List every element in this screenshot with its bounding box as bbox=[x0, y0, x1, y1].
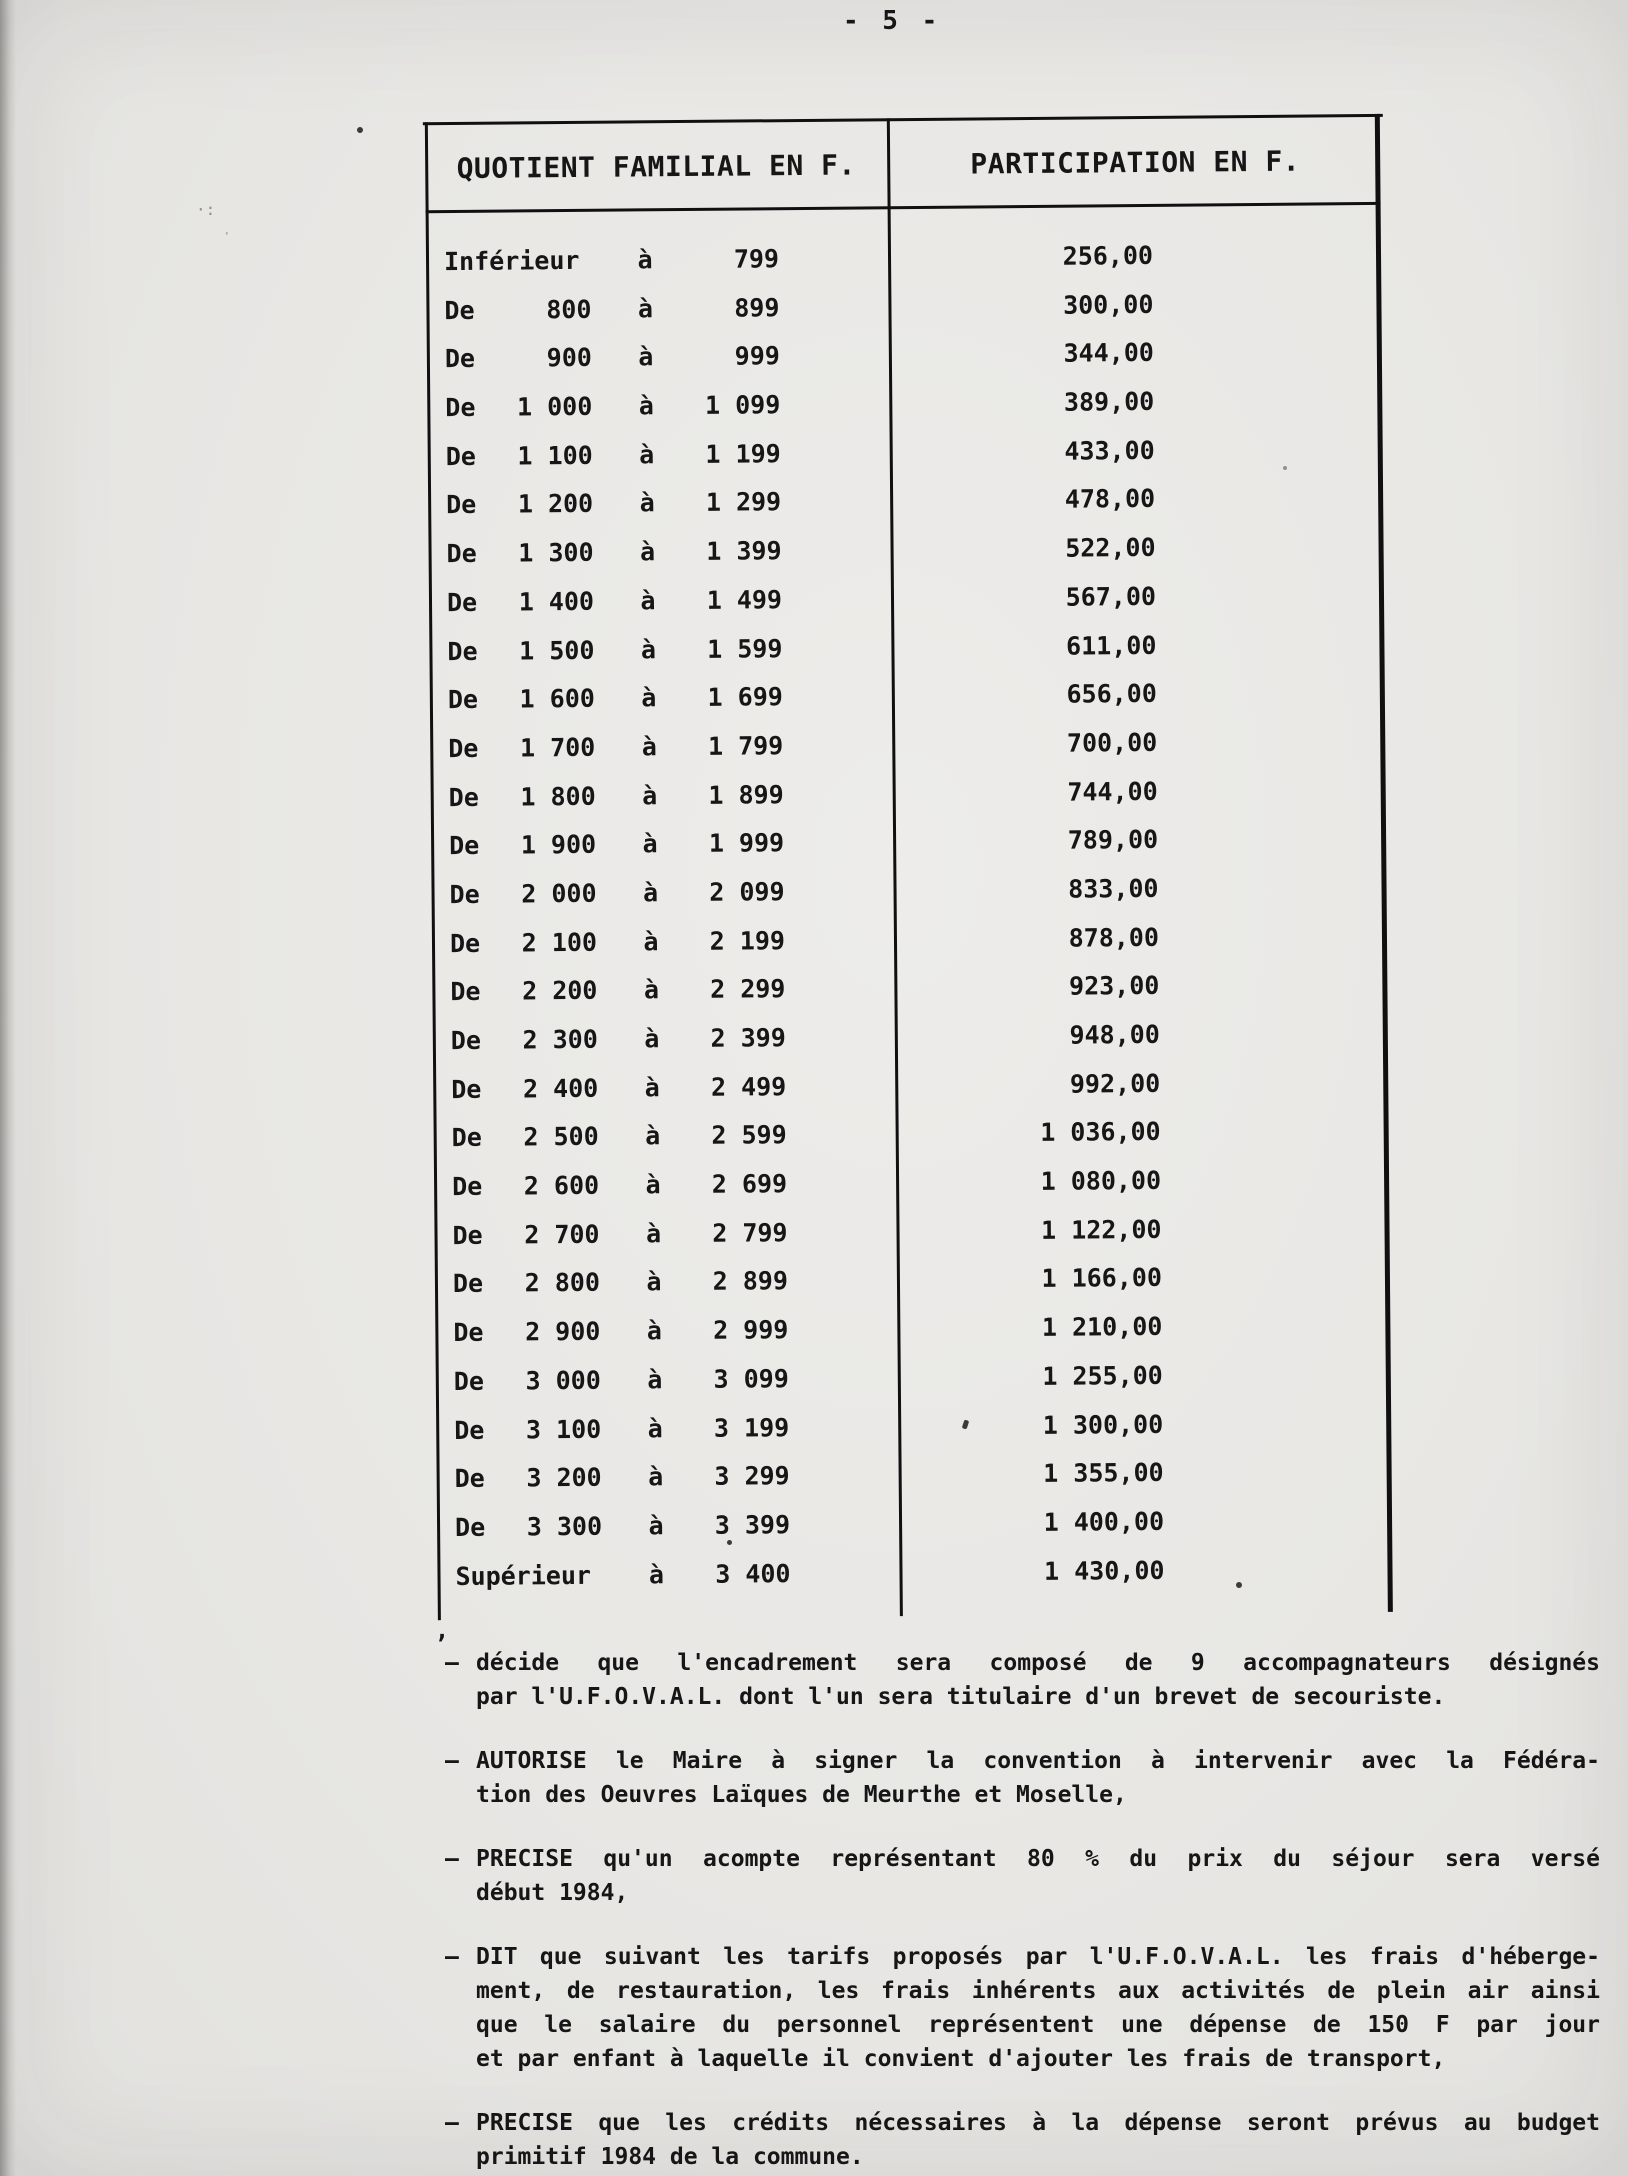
qf-upper-bound: 1 499 bbox=[706, 584, 783, 615]
qf-lower-bound: 2 800 bbox=[524, 1268, 601, 1298]
table-row bbox=[431, 863, 1386, 920]
qf-conjunction: à bbox=[642, 780, 658, 810]
participation-value: 1 355,00 bbox=[1043, 1458, 1164, 1489]
participation-value: 656,00 bbox=[1066, 679, 1157, 709]
para-lines bbox=[476, 1744, 1600, 1812]
qf-label: De bbox=[444, 344, 476, 374]
qf-upper-bound: 1 599 bbox=[707, 633, 783, 664]
table-row bbox=[428, 473, 1383, 530]
qf-label: De bbox=[449, 879, 480, 910]
qf-label: De bbox=[452, 1220, 483, 1250]
para-line: par l'U.F.O.V.A.L. dont l'un sera titulaire d'un brevet de secouriste. bbox=[476, 1684, 1446, 1710]
qf-label: De bbox=[453, 1366, 485, 1396]
participation-value: 1 080,00 bbox=[1040, 1165, 1162, 1196]
table-row bbox=[426, 279, 1381, 336]
bullet-dash: – bbox=[445, 1944, 459, 1970]
participation-value: 611,00 bbox=[1065, 630, 1157, 661]
table-row bbox=[434, 1155, 1389, 1212]
scan-smudge: · bbox=[222, 224, 232, 243]
qf-conjunction: à bbox=[638, 342, 654, 372]
qf-conjunction: à bbox=[641, 732, 657, 762]
participation-value: 389,00 bbox=[1063, 386, 1155, 417]
qf-upper-bound: 3 199 bbox=[713, 1412, 790, 1443]
qf-conjunction: à bbox=[638, 391, 654, 421]
qf-upper-bound: 2 599 bbox=[711, 1120, 787, 1151]
para-line: DIT que suivant les tarifs proposés par l'U.F.O.V.A.L. les frais d'héberge- bbox=[476, 1944, 1600, 1970]
qf-conjunction: à bbox=[637, 293, 654, 324]
qf-upper-bound: 3 299 bbox=[714, 1461, 790, 1491]
decision-paragraph bbox=[445, 1842, 1600, 1910]
para-lines bbox=[476, 2106, 1600, 2174]
participation-value: 1 210,00 bbox=[1041, 1311, 1163, 1343]
qf-upper-bound: 1 199 bbox=[705, 438, 781, 469]
qf-label: De bbox=[446, 490, 477, 520]
participation-value: 923,00 bbox=[1068, 971, 1160, 1001]
qf-lower-bound: 2 000 bbox=[521, 878, 597, 909]
para-line: et par enfant à laquelle il convient d'ajouter les frais de transport, bbox=[476, 2046, 1446, 2072]
qf-conjunction: à bbox=[643, 975, 660, 1005]
qf-upper-bound: 2 099 bbox=[709, 877, 785, 907]
qf-conjunction: à bbox=[639, 537, 656, 567]
para-line: tion des Oeuvres Laïques de Meurthe et Moselle, bbox=[476, 1782, 1127, 1808]
table-row bbox=[436, 1350, 1391, 1407]
qf-upper-bound: 1 299 bbox=[705, 487, 782, 518]
qf-conjunction: à bbox=[640, 586, 656, 616]
para-line: PRECISE qu'un acompte représentant 80 % du prix du séjour sera versé bbox=[476, 1846, 1600, 1872]
page-number: - 5 - bbox=[843, 6, 942, 36]
qf-label: De bbox=[447, 636, 478, 666]
qf-upper-bound: 2 699 bbox=[711, 1169, 788, 1199]
participation-value: 744,00 bbox=[1067, 776, 1158, 807]
qf-label: De bbox=[451, 1123, 482, 1153]
participation-value: 1 300,00 bbox=[1042, 1409, 1164, 1440]
table-row bbox=[431, 765, 1386, 822]
qf-lower-bound: 2 400 bbox=[522, 1073, 599, 1104]
decision-paragraph bbox=[445, 1940, 1600, 2076]
qf-upper-bound: 799 bbox=[733, 244, 780, 274]
table-row bbox=[436, 1447, 1391, 1504]
qf-lower-bound: 1 600 bbox=[519, 683, 595, 714]
scan-smudge: ·: bbox=[196, 200, 216, 219]
table-row bbox=[435, 1252, 1390, 1309]
participation-value: 344,00 bbox=[1063, 338, 1154, 369]
qf-lower-bound: 2 300 bbox=[522, 1024, 598, 1055]
table-row bbox=[433, 1106, 1388, 1163]
table-row bbox=[432, 912, 1387, 969]
qf-upper-bound: 1 899 bbox=[708, 779, 784, 810]
para-line: PRECISE que les crédits nécessaires à la dépense seront prévus au budget bbox=[476, 2110, 1600, 2136]
participation-value: 700,00 bbox=[1066, 727, 1158, 758]
qf-conjunction: à bbox=[644, 1072, 660, 1103]
para-line: décide que l'encadrement sera composé de 9 accompagnateurs désignés bbox=[476, 1650, 1600, 1676]
qf-label: De bbox=[451, 1171, 483, 1202]
scan-speck bbox=[1283, 466, 1287, 470]
participation-value: 948,00 bbox=[1069, 1019, 1160, 1050]
qf-conjunction: à bbox=[642, 878, 659, 908]
qf-label: De bbox=[448, 733, 479, 763]
scan-stray-apostrophe: ʼ bbox=[434, 1630, 449, 1658]
qf-upper-bound: 899 bbox=[734, 292, 780, 323]
qf-upper-bound: 2 899 bbox=[712, 1266, 789, 1297]
para-lines bbox=[476, 1940, 1600, 2076]
table-row bbox=[430, 717, 1385, 774]
para-line: AUTORISE le Maire à signer la convention à intervenir avec la Fédéra- bbox=[476, 1748, 1600, 1774]
para-line: que le salaire du personnel représentent une dépense de 150 F par jour bbox=[476, 2012, 1600, 2038]
table-row bbox=[428, 522, 1383, 579]
qf-conjunction: à bbox=[645, 1121, 661, 1151]
qf-upper-bound: 2 499 bbox=[710, 1071, 787, 1102]
table-row bbox=[434, 1204, 1389, 1261]
qf-upper-bound: 3 099 bbox=[713, 1363, 789, 1394]
qf-label: De bbox=[449, 831, 480, 861]
qf-conjunction: à bbox=[647, 1413, 663, 1443]
qf-lower-bound: 3 100 bbox=[525, 1414, 602, 1444]
bullet-dash: – bbox=[445, 1748, 459, 1774]
participation-value: 300,00 bbox=[1063, 289, 1154, 320]
qf-label: De bbox=[450, 1025, 482, 1056]
qf-upper-bound: 999 bbox=[734, 341, 781, 371]
participation-value: 992,00 bbox=[1069, 1068, 1161, 1099]
qf-lower-bound: 800 bbox=[546, 294, 592, 324]
table-row bbox=[433, 1058, 1388, 1115]
qf-lower-bound: 2 700 bbox=[524, 1219, 600, 1250]
qf-conjunction: à bbox=[644, 1024, 660, 1054]
table-row bbox=[427, 327, 1382, 384]
qf-conjunction: à bbox=[639, 488, 655, 518]
qf-lower-bound: 2 500 bbox=[523, 1122, 599, 1152]
header-quotient-familial: QUOTIENT FAMILIAL EN F. bbox=[456, 148, 856, 185]
qf-conjunction: à bbox=[646, 1267, 662, 1297]
participation-value: 1 036,00 bbox=[1040, 1117, 1161, 1148]
qf-lower-bound: 1 100 bbox=[517, 440, 593, 471]
qf-upper-bound: 1 799 bbox=[707, 731, 784, 761]
qf-conjunction: à bbox=[646, 1316, 663, 1346]
qf-label: De bbox=[446, 538, 477, 569]
scan-speck bbox=[357, 127, 363, 133]
qf-lower-bound: 3 200 bbox=[526, 1462, 602, 1493]
qf-conjunction: à bbox=[648, 1559, 665, 1589]
qf-label: De bbox=[444, 295, 475, 325]
qf-label: De bbox=[447, 685, 479, 715]
table-row bbox=[427, 376, 1382, 433]
qf-conjunction: à bbox=[647, 1365, 663, 1395]
qf-label: De bbox=[454, 1512, 486, 1542]
qf-conjunction: à bbox=[642, 829, 658, 859]
qf-lower-bound: 3 300 bbox=[526, 1511, 603, 1542]
table-rows bbox=[426, 230, 1393, 1602]
para-line: début 1984, bbox=[476, 1880, 629, 1906]
qf-label: De bbox=[448, 782, 479, 812]
qf-label: Supérieur bbox=[455, 1560, 592, 1591]
qf-upper-bound: 1 399 bbox=[706, 536, 782, 566]
table-row bbox=[435, 1301, 1390, 1358]
qf-upper-bound: 2 399 bbox=[710, 1023, 786, 1053]
qf-upper-bound: 1 699 bbox=[707, 682, 783, 713]
qf-lower-bound: 1 200 bbox=[517, 489, 594, 519]
qf-upper-bound: 2 999 bbox=[712, 1315, 789, 1345]
participation-value: 1 166,00 bbox=[1041, 1263, 1163, 1294]
qf-label: De bbox=[454, 1463, 485, 1494]
qf-label: De bbox=[451, 1074, 482, 1104]
qf-upper-bound: 3 399 bbox=[714, 1510, 791, 1540]
tariff-table bbox=[425, 114, 1393, 1620]
participation-value: 256,00 bbox=[1062, 240, 1154, 271]
decision-paragraph bbox=[445, 2106, 1600, 2174]
qf-lower-bound: 2 100 bbox=[521, 927, 598, 958]
qf-lower-bound: 1 400 bbox=[518, 586, 595, 617]
qf-label: De bbox=[454, 1415, 485, 1445]
para-lines bbox=[476, 1646, 1600, 1714]
qf-lower-bound: 1 300 bbox=[518, 537, 594, 568]
qf-lower-bound: 1 700 bbox=[519, 732, 596, 763]
qf-label: De bbox=[445, 392, 476, 423]
table-row bbox=[437, 1544, 1392, 1601]
qf-lower-bound: 1 000 bbox=[516, 391, 593, 422]
table-row bbox=[437, 1496, 1392, 1553]
qf-upper-bound: 3 400 bbox=[715, 1558, 791, 1589]
scan-speck bbox=[1236, 1582, 1242, 1588]
participation-value: 433,00 bbox=[1064, 435, 1155, 466]
qf-lower-bound: 3 000 bbox=[525, 1365, 601, 1396]
table-row bbox=[430, 668, 1385, 725]
participation-value: 478,00 bbox=[1064, 484, 1156, 515]
participation-value: 789,00 bbox=[1067, 825, 1159, 855]
table-row bbox=[433, 1009, 1388, 1066]
qf-lower-bound: 1 900 bbox=[520, 830, 597, 860]
qf-conjunction: à bbox=[639, 440, 655, 470]
participation-value: 1 400,00 bbox=[1043, 1506, 1165, 1537]
header-participation: PARTICIPATION EN F. bbox=[970, 144, 1301, 181]
decisions-list bbox=[445, 1646, 1600, 2174]
participation-value: 567,00 bbox=[1065, 581, 1157, 612]
table-row bbox=[429, 571, 1384, 628]
qf-conjunction: à bbox=[645, 1170, 661, 1200]
qf-upper-bound: 2 799 bbox=[712, 1217, 788, 1248]
qf-conjunction: à bbox=[640, 634, 657, 664]
table-row bbox=[428, 425, 1383, 482]
qf-upper-bound: 1 099 bbox=[704, 390, 781, 420]
scan-edge-shadow bbox=[0, 0, 16, 2176]
table-row bbox=[429, 619, 1384, 676]
para-lines bbox=[476, 1842, 1600, 1910]
qf-conjunction: à bbox=[645, 1218, 662, 1249]
table-row bbox=[436, 1398, 1391, 1455]
participation-value: 1 255,00 bbox=[1042, 1360, 1163, 1391]
qf-label: De bbox=[452, 1269, 484, 1299]
qf-lower-bound: 2 600 bbox=[523, 1170, 600, 1201]
qf-lower-bound: 1 500 bbox=[519, 635, 595, 665]
qf-label: Inférieur bbox=[443, 245, 580, 277]
decision-paragraph bbox=[445, 1744, 1600, 1812]
qf-lower-bound: 2 200 bbox=[522, 976, 598, 1006]
qf-conjunction: à bbox=[641, 683, 657, 713]
bullet-dash: – bbox=[445, 2110, 459, 2136]
qf-label: De bbox=[445, 441, 476, 471]
qf-lower-bound: 1 800 bbox=[520, 781, 596, 812]
para-line: ment, de restauration, les frais inhérents aux activités de plein air ainsi bbox=[476, 1978, 1600, 2004]
qf-upper-bound: 2 299 bbox=[710, 974, 786, 1005]
qf-label: De bbox=[453, 1317, 484, 1348]
participation-value: 878,00 bbox=[1068, 922, 1160, 953]
bullet-dash: – bbox=[445, 1846, 459, 1872]
participation-value: 833,00 bbox=[1068, 873, 1159, 904]
qf-label: De bbox=[446, 587, 478, 617]
participation-value: 522,00 bbox=[1065, 533, 1156, 563]
para-line: primitif 1984 de la commune. bbox=[476, 2144, 864, 2170]
participation-value: 1 122,00 bbox=[1040, 1214, 1162, 1245]
qf-conjunction: à bbox=[637, 245, 653, 275]
participation-value: 1 430,00 bbox=[1043, 1555, 1165, 1586]
table-row bbox=[426, 230, 1381, 287]
table-row bbox=[432, 960, 1387, 1017]
qf-label: De bbox=[449, 928, 481, 958]
qf-lower-bound: 900 bbox=[546, 343, 593, 373]
qf-lower-bound: 2 900 bbox=[524, 1316, 601, 1347]
qf-conjunction: à bbox=[647, 1462, 664, 1492]
qf-upper-bound: 2 199 bbox=[709, 925, 786, 956]
qf-conjunction: à bbox=[648, 1511, 664, 1541]
bullet-dash: – bbox=[445, 1650, 459, 1676]
table-row bbox=[431, 814, 1386, 871]
qf-conjunction: à bbox=[643, 926, 659, 957]
decision-paragraph bbox=[445, 1646, 1600, 1714]
qf-upper-bound: 1 999 bbox=[708, 828, 785, 859]
qf-label: De bbox=[450, 977, 481, 1007]
scan-speck bbox=[727, 1540, 732, 1545]
